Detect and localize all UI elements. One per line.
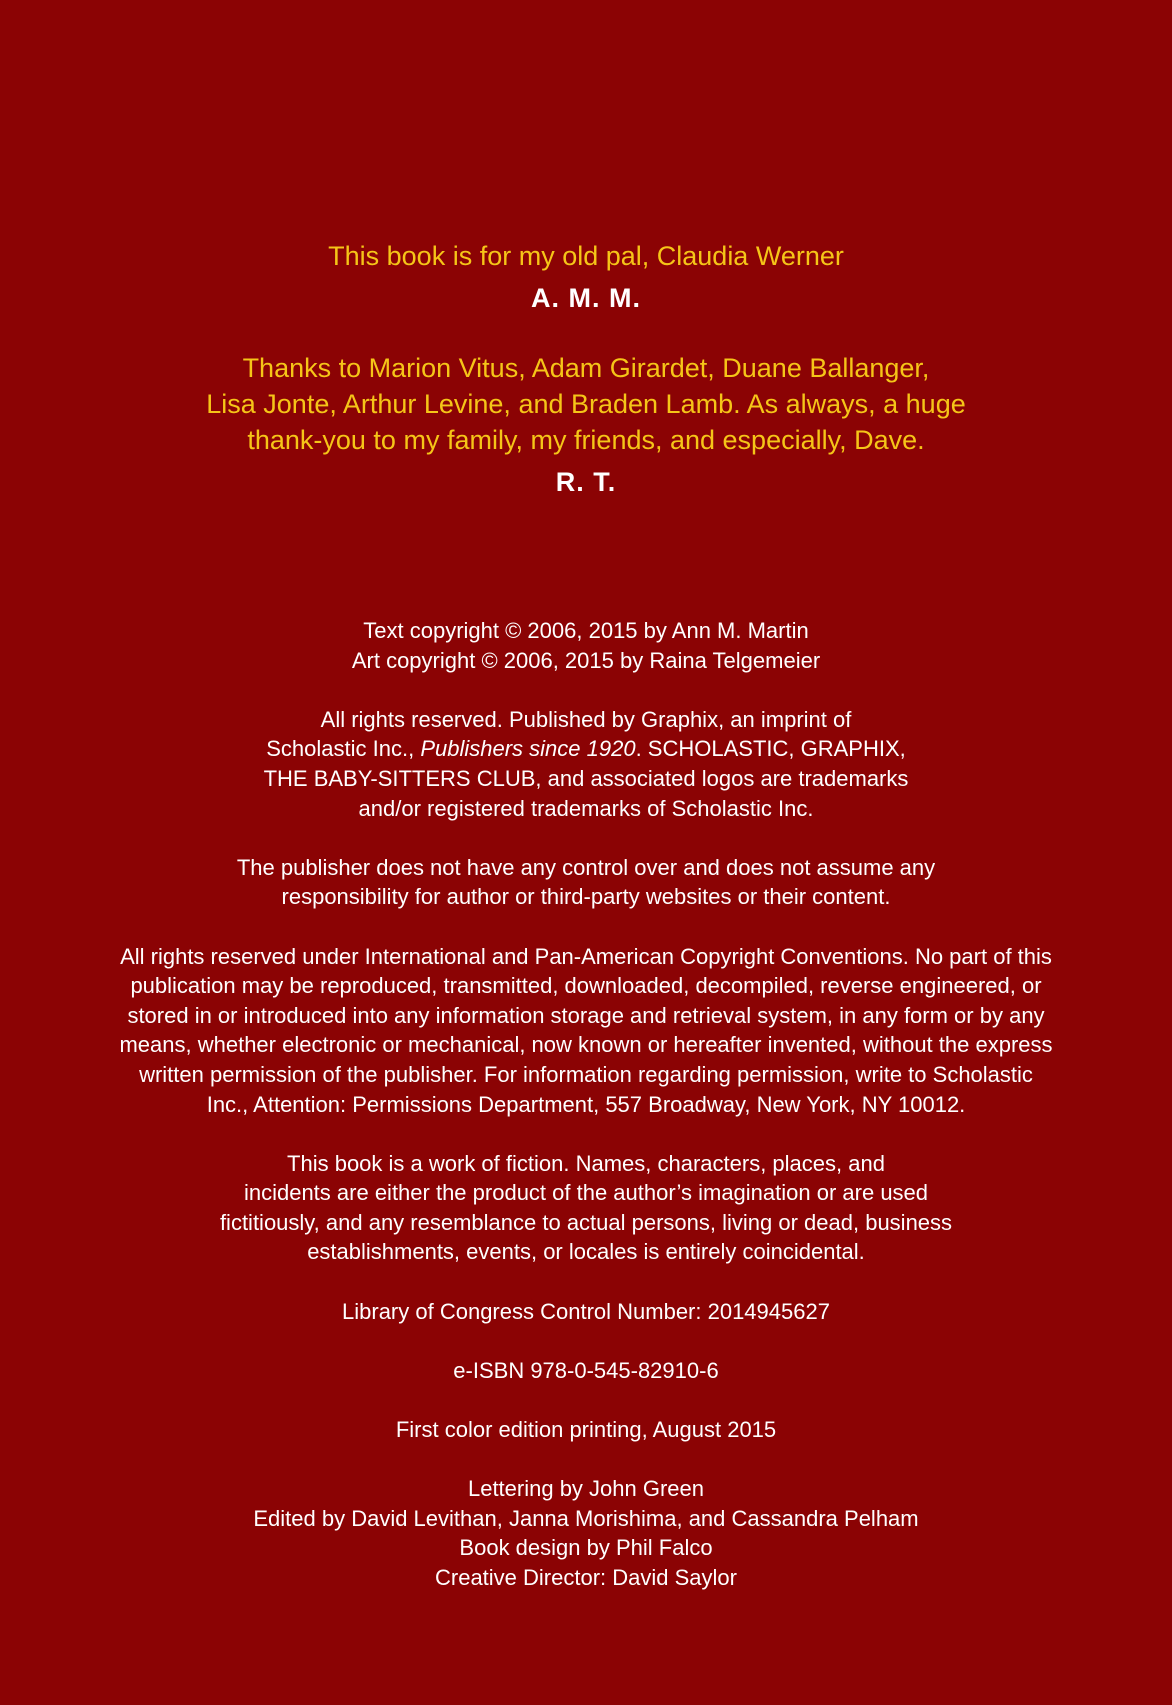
rights-line: Scholastic Inc.,: [266, 736, 421, 762]
disclaimer-line: responsibility for author or third-party websites or their content.: [281, 884, 891, 910]
dedication-section: [0, 238, 1172, 500]
intl-line: means, whether electronic or mechanical, now known or hereafter invented, without the express: [119, 1032, 1053, 1058]
fiction-line: fictitiously, and any resemblance to actual persons, living or dead, business: [219, 1209, 953, 1235]
fiction-line: incidents are either the product of the author’s imagination or are used: [243, 1180, 929, 1206]
credit-line: Book design by Phil Falco: [459, 1535, 713, 1561]
intl-line: publication may be reproduced, transmitted, downloaded, decompiled, reverse engineered, or: [130, 973, 1042, 999]
intl-line: written permission of the publisher. For information regarding permission, write to Scholastic: [139, 1061, 1033, 1087]
publisher-disclaimer: [0, 853, 1172, 912]
credit-line: Edited by David Levithan, Janna Morishima, and Cassandra Pelham: [253, 1505, 919, 1531]
acknowledgment-line: Thanks to Marion Vitus, Adam Girardet, Duane Ballanger,: [242, 353, 930, 383]
rights-line: and/or registered trademarks of Scholastic Inc.: [358, 795, 814, 821]
art-copyright: Art copyright © 2006, 2015 by Raina Telgemeier: [351, 647, 821, 673]
acknowledgment-line: thank-you to my family, my friends, and especially, Dave.: [247, 425, 925, 455]
lccn: Library of Congress Control Number: 2014945627: [342, 1298, 830, 1324]
rights-paragraph: [0, 705, 1172, 823]
copyright-section: [0, 616, 1172, 1593]
rights-line: THE BABY-SITTERS CLUB, and associated logos are trademarks: [263, 765, 909, 791]
eisbn: e-ISBN 978-0-545-82910-6: [453, 1357, 719, 1383]
copyright-notice: [0, 616, 1172, 675]
rights-line: All rights reserved. Published by Graphix, an imprint of: [320, 706, 852, 732]
intl-line: Inc., Attention: Permissions Department, 557 Broadway, New York, NY 10012.: [206, 1091, 966, 1117]
intl-line: All rights reserved under International and Pan-American Copyright Conventions. No part of this: [120, 943, 1052, 969]
dedication-text: This book is for my old pal, Claudia Werner: [328, 241, 844, 271]
dedication-initials: A. M. M.: [531, 283, 641, 313]
disclaimer-line: The publisher does not have any control over and does not assume any: [236, 854, 936, 880]
text-copyright: Text copyright © 2006, 2015 by Ann M. Martin: [363, 618, 809, 643]
printing-edition: First color edition printing, August 2015: [395, 1417, 777, 1443]
credits: [0, 1474, 1172, 1592]
fiction-line: This book is a work of fiction. Names, characters, places, and: [287, 1150, 885, 1176]
credit-line: Lettering by John Green: [467, 1476, 705, 1502]
acknowledgment-line: Lisa Jonte, Arthur Levine, and Braden Lamb. As always, a huge: [206, 389, 966, 419]
intl-line: stored in or introduced into any information storage and retrieval system, in any form or by any: [127, 1002, 1045, 1028]
rights-line: . SCHOLASTIC, GRAPHIX,: [635, 736, 906, 762]
acknowledgment-initials: R. T.: [555, 467, 617, 497]
publisher-tagline: Publishers since 1920: [420, 736, 636, 762]
credit-line: Creative Director: David Saylor: [435, 1565, 737, 1590]
fiction-disclaimer: [0, 1149, 1172, 1267]
fiction-line: establishments, events, or locales is entirely coincidental.: [307, 1239, 865, 1265]
international-rights-paragraph: [0, 942, 1172, 1120]
